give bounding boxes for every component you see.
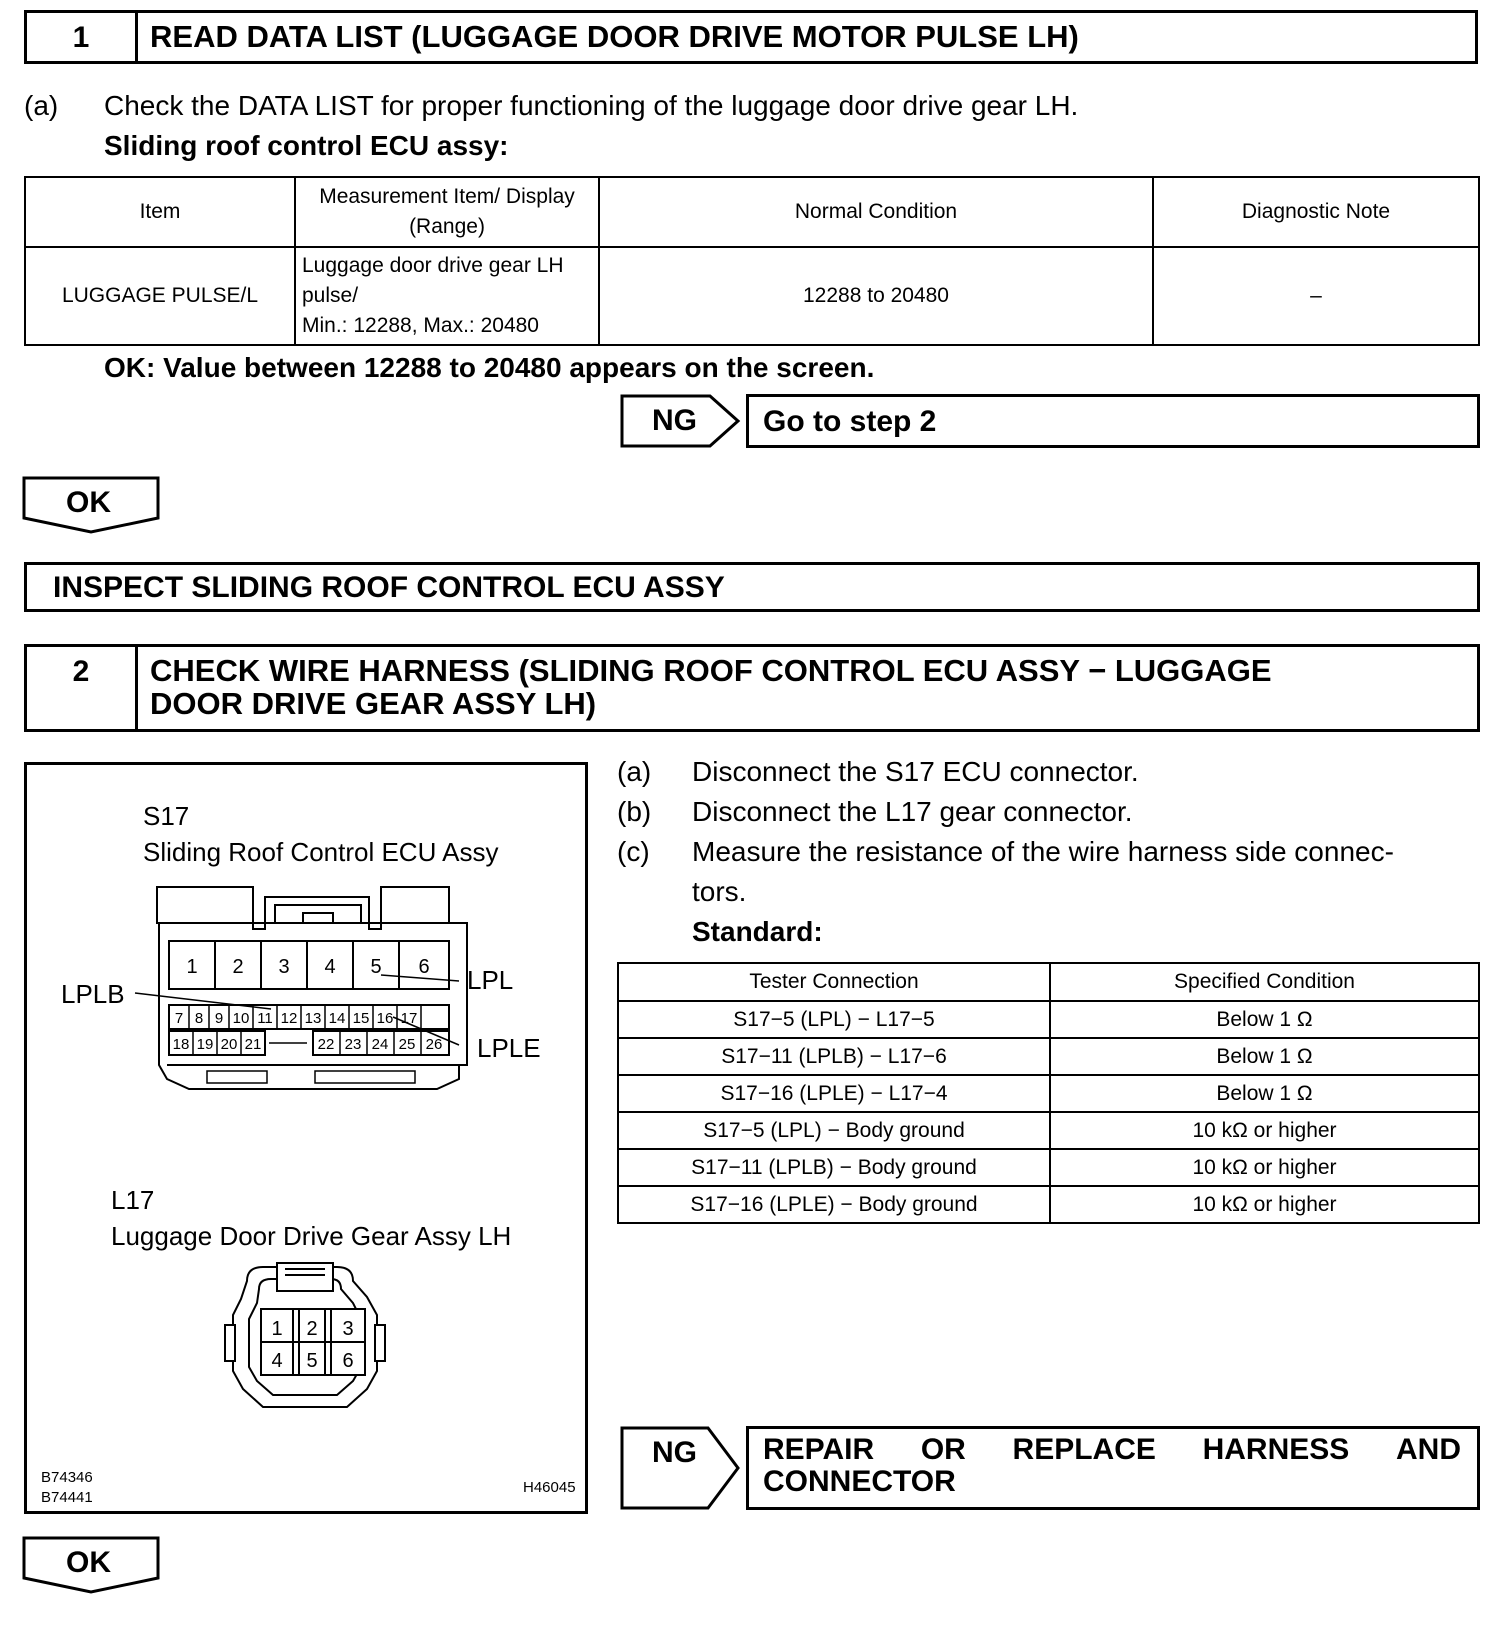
cell-tester: S17−5 (LPL) − Body ground <box>618 1112 1050 1149</box>
cell-tester: S17−11 (LPLB) − Body ground <box>618 1149 1050 1186</box>
s17-pin-22: 22 <box>317 1036 335 1053</box>
s17-pin-14: 14 <box>328 1010 346 1027</box>
data-list-table <box>24 176 1480 346</box>
cell-measurement <box>295 247 599 345</box>
step2-instr-a-text: Disconnect the S17 ECU connector. <box>692 756 1139 787</box>
table-row <box>618 1001 1479 1038</box>
s17-connector-drawing <box>57 875 577 1115</box>
step1-ng-label: NG <box>652 404 697 437</box>
step2-instr-a-marker: (a) <box>617 756 652 787</box>
connector-diagram-panel <box>24 762 588 1514</box>
l17-name: Luggage Door Drive Gear Assy LH <box>111 1221 512 1251</box>
inspect-box-text: INSPECT SLIDING ROOF CONTROL ECU ASSY <box>53 571 725 604</box>
diagram-code-c: H46045 <box>523 1479 576 1496</box>
step2-title-line1: CHECK WIRE HARNESS (SLIDING ROOF CONTROL ECU ASSY − LUGGAGE <box>150 653 1272 688</box>
l17-pin-6: 6 <box>342 1350 354 1372</box>
resistance-table <box>617 962 1480 1224</box>
s17-pin-12: 12 <box>280 1010 298 1027</box>
table-row <box>618 1149 1479 1186</box>
step2-ng-result-line1 <box>763 1433 1461 1467</box>
cell-measurement-line1: Luggage door drive gear LH <box>302 254 564 277</box>
s17-pin-9: 9 <box>214 1010 224 1027</box>
s17-pin-3: 3 <box>278 956 290 978</box>
label-lple: LPLE <box>477 1033 541 1063</box>
table-row <box>618 1038 1479 1075</box>
s17-pin-7: 7 <box>174 1010 184 1027</box>
step2-ng-label: NG <box>652 1436 697 1469</box>
cell-specified: 10 kΩ or higher <box>1050 1112 1479 1149</box>
l17-pin-2: 2 <box>306 1318 318 1340</box>
s17-pin-13: 13 <box>304 1010 322 1027</box>
cell-tester: S17−16 (LPLE) − Body ground <box>618 1186 1050 1223</box>
step2-instr-b-marker: (b) <box>617 796 652 827</box>
s17-pin-4: 4 <box>324 956 336 978</box>
step2-title-line2: DOOR DRIVE GEAR ASSY LH) <box>150 686 597 721</box>
step1-subheading: Sliding roof control ECU assy: <box>104 130 509 161</box>
col-header-tester: Tester Connection <box>618 963 1050 1001</box>
s17-pin-21: 21 <box>244 1036 262 1053</box>
step1-title: READ DATA LIST (LUGGAGE DOOR DRIVE MOTOR PULSE LH) <box>150 19 1079 54</box>
s17-pin-19: 19 <box>196 1036 214 1053</box>
cell-normal: 12288 to 20480 <box>599 247 1153 345</box>
step1-divider <box>135 13 138 61</box>
cell-item: LUGGAGE PULSE/L <box>25 247 295 345</box>
s17-pin-11: 11 <box>257 1010 273 1027</box>
step2-ok-label: OK <box>66 1546 111 1579</box>
step2-ng-result-line2: CONNECTOR <box>763 1465 956 1498</box>
cell-measurement-line3: Min.: 12288, Max.: 20480 <box>302 314 539 337</box>
s17-code: S17 <box>143 801 190 831</box>
s17-pin-6: 6 <box>418 956 430 978</box>
step2-ng-result-box <box>746 1426 1480 1510</box>
cell-specified: 10 kΩ or higher <box>1050 1186 1479 1223</box>
l17-pin-5: 5 <box>306 1350 318 1372</box>
col-header-note: Diagnostic Note <box>1153 177 1479 247</box>
cell-specified: Below 1 Ω <box>1050 1038 1479 1075</box>
s17-pin-5: 5 <box>370 956 382 978</box>
ng-word: REPLACE <box>1012 1433 1156 1466</box>
l17-pin-4: 4 <box>271 1350 283 1372</box>
s17-pin-26: 26 <box>425 1036 443 1053</box>
step2-instr-b-text: Disconnect the L17 gear connector. <box>692 796 1133 827</box>
table-row <box>618 1075 1479 1112</box>
ng-word: REPAIR <box>763 1433 875 1466</box>
step1-instruction-marker: (a) <box>24 90 59 121</box>
diagram-code-a: B74346 <box>41 1469 93 1486</box>
l17-connector-drawing <box>207 1255 407 1425</box>
step1-ng-result-box <box>746 394 1480 448</box>
step2-number: 2 <box>72 655 90 688</box>
s17-pin-16: 16 <box>376 1010 394 1027</box>
step2-standard-label: Standard: <box>692 916 823 947</box>
cell-specified: Below 1 Ω <box>1050 1001 1479 1038</box>
cell-measurement-line2: pulse/ <box>302 284 359 307</box>
step1-header <box>24 10 1478 64</box>
step2-header <box>24 644 1480 732</box>
l17-code: L17 <box>111 1185 155 1215</box>
cell-specified: Below 1 Ω <box>1050 1075 1479 1112</box>
inspect-box <box>24 562 1480 612</box>
cell-note: – <box>1153 247 1479 345</box>
ng-word: HARNESS <box>1202 1433 1350 1466</box>
col-header-measurement <box>295 177 599 247</box>
s17-pin-2: 2 <box>232 956 244 978</box>
ng-word: OR <box>920 1433 966 1466</box>
s17-pin-10: 10 <box>232 1010 250 1027</box>
col-header-measurement-line1: Measurement Item/ Display <box>319 185 575 208</box>
s17-name: Sliding Roof Control ECU Assy <box>143 837 499 867</box>
step2-instr-c-text: Measure the resistance of the wire harness side connec- <box>692 836 1394 867</box>
s17-pin-24: 24 <box>371 1036 389 1053</box>
step1-ok-label: OK <box>66 486 111 519</box>
label-lplb: LPLB <box>61 979 125 1009</box>
ng-word: AND <box>1396 1433 1461 1466</box>
s17-pin-1: 1 <box>186 956 198 978</box>
step2-instr-c-marker: (c) <box>617 836 650 867</box>
label-lpl: LPL <box>467 965 514 995</box>
table-row <box>618 1112 1479 1149</box>
cell-tester: S17−5 (LPL) − L17−5 <box>618 1001 1050 1038</box>
table-row <box>618 1186 1479 1223</box>
l17-pin-3: 3 <box>342 1318 354 1340</box>
s17-pin-17: 17 <box>400 1010 418 1027</box>
step2-instr-c-text-cont: tors. <box>692 876 747 907</box>
s17-pin-18: 18 <box>172 1036 190 1053</box>
s17-pin-8: 8 <box>194 1010 204 1027</box>
cell-specified: 10 kΩ or higher <box>1050 1149 1479 1186</box>
step1-ng-result: Go to step 2 <box>763 405 937 438</box>
col-header-normal: Normal Condition <box>599 177 1153 247</box>
diagram-code-b: B74441 <box>41 1489 93 1506</box>
cell-tester: S17−11 (LPLB) − L17−6 <box>618 1038 1050 1075</box>
s17-pin-15: 15 <box>352 1010 370 1027</box>
step2-divider <box>135 647 138 729</box>
s17-pin-20: 20 <box>220 1036 238 1053</box>
col-header-specified: Specified Condition <box>1050 963 1479 1001</box>
cell-tester: S17−16 (LPLE) − L17−4 <box>618 1075 1050 1112</box>
s17-pin-23: 23 <box>344 1036 362 1053</box>
s17-pin-25: 25 <box>398 1036 416 1053</box>
l17-pin-1: 1 <box>271 1318 283 1340</box>
step1-number: 1 <box>72 21 90 54</box>
step1-ok-statement: OK: Value between 12288 to 20480 appears on the screen. <box>104 352 875 383</box>
col-header-item: Item <box>25 177 295 247</box>
step1-instruction: Check the DATA LIST for proper functioning of the luggage door drive gear LH. <box>104 90 1079 121</box>
col-header-measurement-line2: (Range) <box>409 215 485 238</box>
